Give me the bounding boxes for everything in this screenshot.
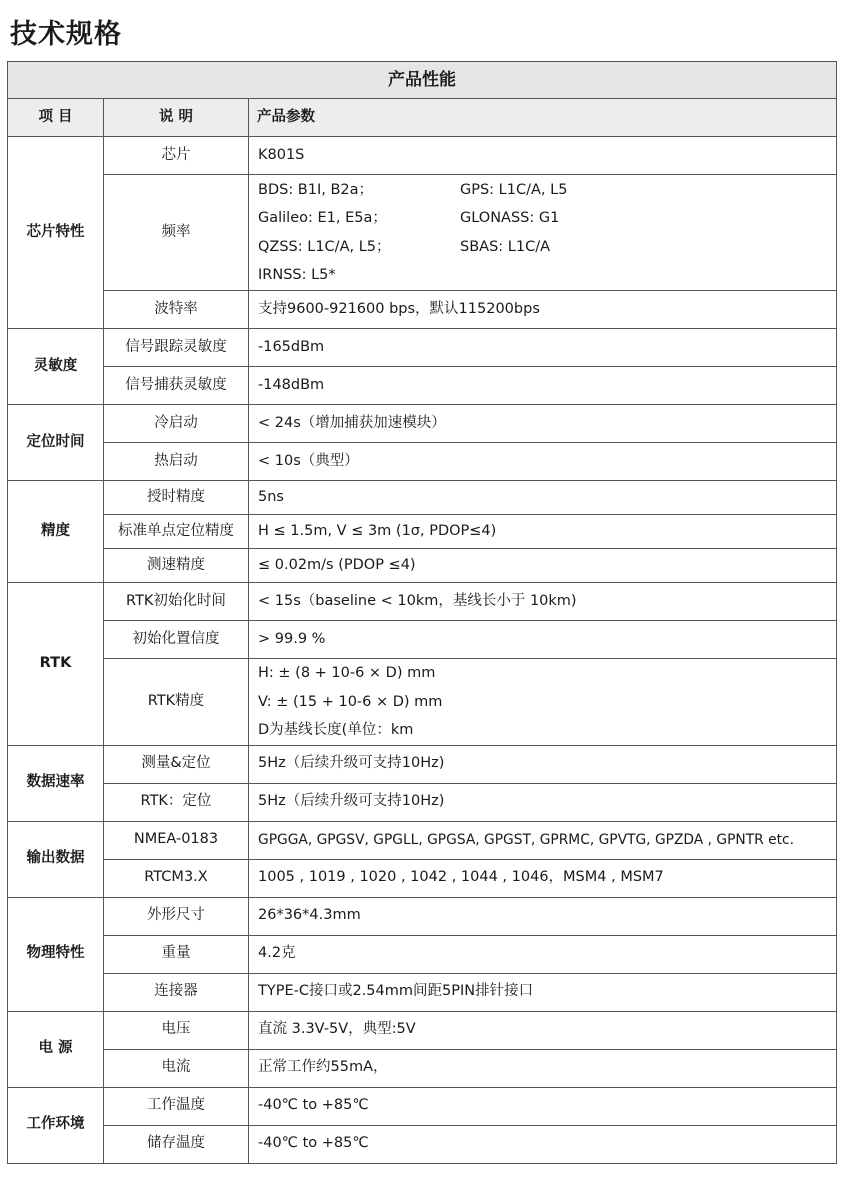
item-value: < 24s（增加捕获加速模块） [249,405,837,443]
item-label: 测量&定位 [104,745,249,783]
item-value: 4.2克 [249,935,837,973]
item-label: 芯片 [104,137,249,175]
rtk-accuracy-line: D为基线长度(单位：km [258,722,414,738]
item-value: 5Hz（后续升级可支持10Hz) [249,745,837,783]
table-row [8,621,837,659]
page-title: 技术规格 [10,19,122,50]
item-value: 支持9600-921600 bps，默认115200bps [249,291,837,329]
band-text: QZSS: L1C/A, L5； [258,238,391,255]
band-text: GLONASS: G1 [460,210,560,226]
table-row [8,659,837,746]
band-text: Galileo: E1, E5a； [258,210,387,226]
item-label: 初始化置信度 [104,621,249,659]
item-value: < 10s（典型） [249,443,837,481]
item-value: TYPE-C接口或2.54mm间距5PIN排针接口 [249,973,837,1011]
table-row [8,137,837,175]
rtk-accuracy-lines [249,659,837,746]
table-row [8,175,837,291]
item-value: -40℃ to +85℃ [249,1087,837,1125]
item-value: 26*36*4.3mm [249,897,837,935]
rtk-accuracy-line: V: ± (15 + 10-6 × D) mm [258,693,443,710]
band-text: BDS: B1I, B2a； [258,181,374,198]
table-row [8,1125,837,1163]
item-value: -165dBm [249,329,837,367]
item-label: 频率 [104,175,249,291]
item-label: 电压 [104,1011,249,1049]
band-text: IRNSS: L5* [258,267,336,283]
band-text: GPS: L1C/A, L5 [460,181,568,198]
item-value: ≤ 0.02m/s (PDOP ≤4) [249,549,837,583]
table-row [8,515,837,549]
table-row [8,405,837,443]
item-label: 外形尺寸 [104,897,249,935]
table-row [8,973,837,1011]
category-environment: 工作环境 [8,1087,104,1163]
table-row [8,443,837,481]
category-rate: 数据速率 [8,745,104,821]
spec-table [7,61,837,1164]
item-label: 储存温度 [104,1125,249,1163]
table-row [8,1011,837,1049]
table-row [8,935,837,973]
item-label: 热启动 [104,443,249,481]
item-value: K801S [249,137,837,175]
item-value: < 15s（baseline < 10km，基线长小于 10km) [249,583,837,621]
item-label: RTK初始化时间 [104,583,249,621]
table-row [8,897,837,935]
category-physical: 物理特性 [8,897,104,1011]
item-label: RTCM3.X [104,859,249,897]
table-row [8,549,837,583]
frequency-bands [249,175,837,291]
rtk-accuracy-line: H: ± (8 + 10-6 × D) mm [258,665,436,681]
section-title: 产品性能 [8,62,837,99]
item-label: 工作温度 [104,1087,249,1125]
item-label: 信号跟踪灵敏度 [104,329,249,367]
item-label: 冷启动 [104,405,249,443]
section-header-row [8,62,837,99]
item-label: 电流 [104,1049,249,1087]
item-value: -148dBm [249,367,837,405]
category-accuracy: 精度 [8,481,104,583]
item-label: 波特率 [104,291,249,329]
item-value: -40℃ to +85℃ [249,1125,837,1163]
item-value: GPGGA, GPGSV, GPGLL, GPGSA, GPGST, GPRMC, GPVTG, GPZDA , GPNTR etc. [249,821,837,859]
table-row [8,745,837,783]
item-value: 直流 3.3V-5V，典型:5V [249,1011,837,1049]
item-label: 连接器 [104,973,249,1011]
category-sensitivity: 灵敏度 [8,329,104,405]
item-label: NMEA-0183 [104,821,249,859]
item-value: 正常工作约55mA， [249,1049,837,1087]
table-row [8,821,837,859]
category-ttff: 定位时间 [8,405,104,481]
item-value: 5ns [249,481,837,515]
item-label: 测速精度 [104,549,249,583]
table-row [8,859,837,897]
item-label: 标准单点定位精度 [104,515,249,549]
category-output: 输出数据 [8,821,104,897]
item-label: 授时精度 [104,481,249,515]
item-label: 重量 [104,935,249,973]
item-value: H ≤ 1.5m, V ≤ 3m (1σ, PDOP≤4) [249,515,837,549]
item-label: 信号捕获灵敏度 [104,367,249,405]
item-value: 1005 , 1019 , 1020 , 1042 , 1044 , 1046，MSM4 , MSM7 [249,859,837,897]
table-row [8,329,837,367]
column-header-row [8,99,837,137]
category-rtk: RTK [8,583,104,746]
item-label: RTK：定位 [104,783,249,821]
table-row [8,1049,837,1087]
item-label: RTK精度 [104,659,249,746]
header-category: 项 目 [8,99,104,137]
table-row [8,367,837,405]
category-chip: 芯片特性 [8,137,104,329]
header-item: 说 明 [104,99,249,137]
category-power: 电 源 [8,1011,104,1087]
table-row [8,1087,837,1125]
table-row [8,481,837,515]
table-row [8,583,837,621]
band-text: SBAS: L1C/A [460,238,551,255]
table-row [8,783,837,821]
table-row [8,291,837,329]
item-value: > 99.9 % [249,621,837,659]
item-value: 5Hz（后续升级可支持10Hz) [249,783,837,821]
header-value: 产品参数 [249,99,837,137]
